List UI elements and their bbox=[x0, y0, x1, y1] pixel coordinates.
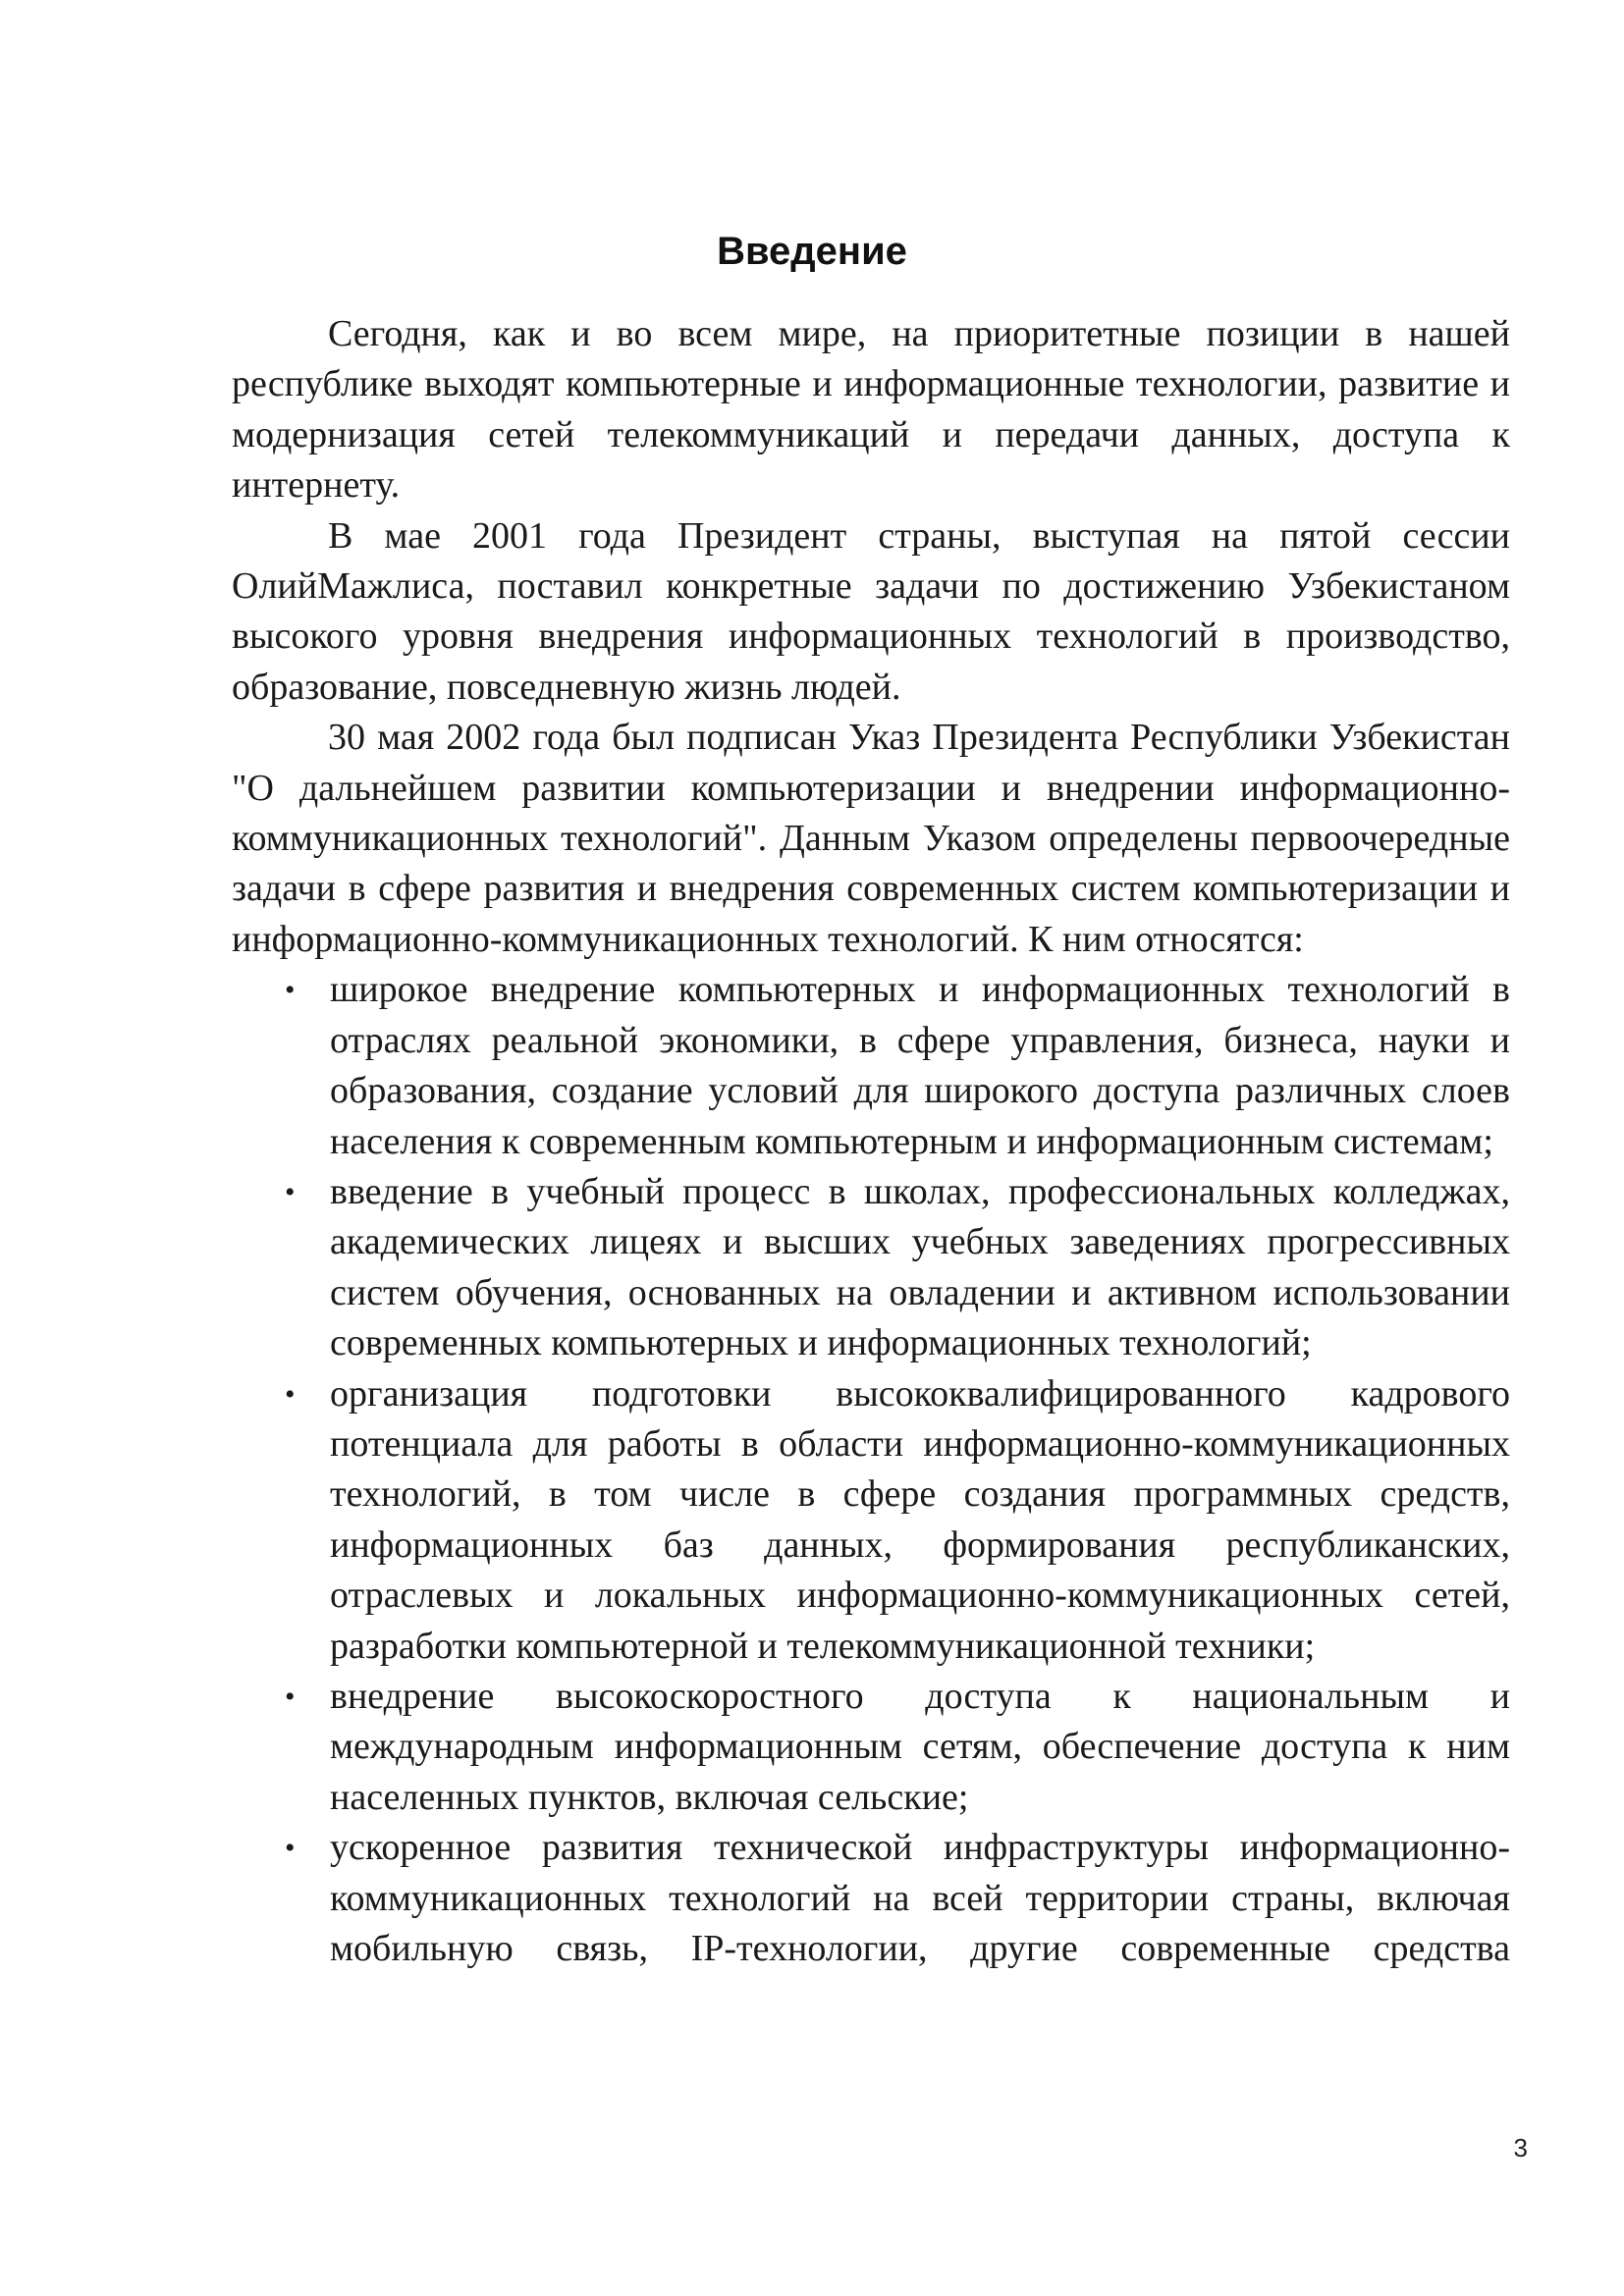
list-item-text: организация подготовки высококвалифицированного кадрового потенциала для работы в области информационно-коммуникационных технологий, в том числе в сфере создания программных средств, информационных баз данных, формирования республиканских, отраслевых и локальных информационно-коммуникационных сетей, разработки компьютерной и телекоммуникационной техники; bbox=[330, 1372, 1510, 1667]
paragraph-1: Сегодня, как и во всем мире, на приоритетные позиции в нашей республике выходят компьютерные и информационные технологии, развитие и модернизация сетей телекоммуникаций и передачи данных, доступа к интернету. bbox=[232, 313, 1510, 507]
page-number: 3 bbox=[1513, 2133, 1528, 2163]
bullet-icon: • bbox=[285, 1175, 296, 1208]
body-text bbox=[232, 309, 1510, 1974]
list-item bbox=[232, 1672, 1510, 1823]
bullet-icon: • bbox=[285, 974, 296, 1007]
bullet-icon: • bbox=[285, 1377, 296, 1411]
list-item bbox=[232, 965, 1510, 1167]
paragraph-3: 30 мая 2002 года был подписан Указ Президента Республики Узбекистан "О дальнейшем развитии компьютеризации и внедрении информационно-коммуникационных технологий". Данным Указом определены первоочередные задачи в сфере развития и внедрения современных систем компьютеризации и информационно-коммуникационных технологий. К ним относятся: bbox=[232, 717, 1510, 960]
list-item-text: внедрение высокоскоростного доступа к национальным и международным информационным сетям, обеспечение доступа к ним населенных пунктов, включая сельские; bbox=[330, 1675, 1510, 1818]
bullet-icon: • bbox=[285, 1832, 296, 1865]
list-item bbox=[232, 1369, 1510, 1672]
list-item-text: широкое внедрение компьютерных и информационных технологий в отраслях реальной экономики, в сфере управления, бизнеса, науки и образования, создание условий для широкого доступа различных слоев населения к современным компьютерным и информационным системам; bbox=[330, 969, 1510, 1162]
bullet-list bbox=[232, 965, 1510, 1974]
page-title: Введение bbox=[717, 230, 907, 273]
list-item bbox=[232, 1167, 1510, 1369]
list-item bbox=[232, 1823, 1510, 1974]
paragraph-2: В мае 2001 года Президент страны, выступая на пятой сессии ОлийМажлиса, поставил конкретные задачи по достижению Узбекистаном высокого уровня внедрения информационных технологий в производство, образование, повседневную жизнь людей. bbox=[232, 514, 1510, 708]
list-item-text: ускоренное развития технической инфраструктуры информационно-коммуникационных технологий на всей территории страны, включая мобильную связь, IP-технологии, другие современные средства bbox=[330, 1827, 1510, 1969]
bullet-icon: • bbox=[285, 1680, 296, 1713]
list-item-text: введение в учебный процесс в школах, профессиональных колледжах, академических лицеях и высших учебных заведениях прогрессивных систем обучения, основанных на овладении и активном использовании современных компьютерных и информационных технологий; bbox=[330, 1170, 1510, 1364]
